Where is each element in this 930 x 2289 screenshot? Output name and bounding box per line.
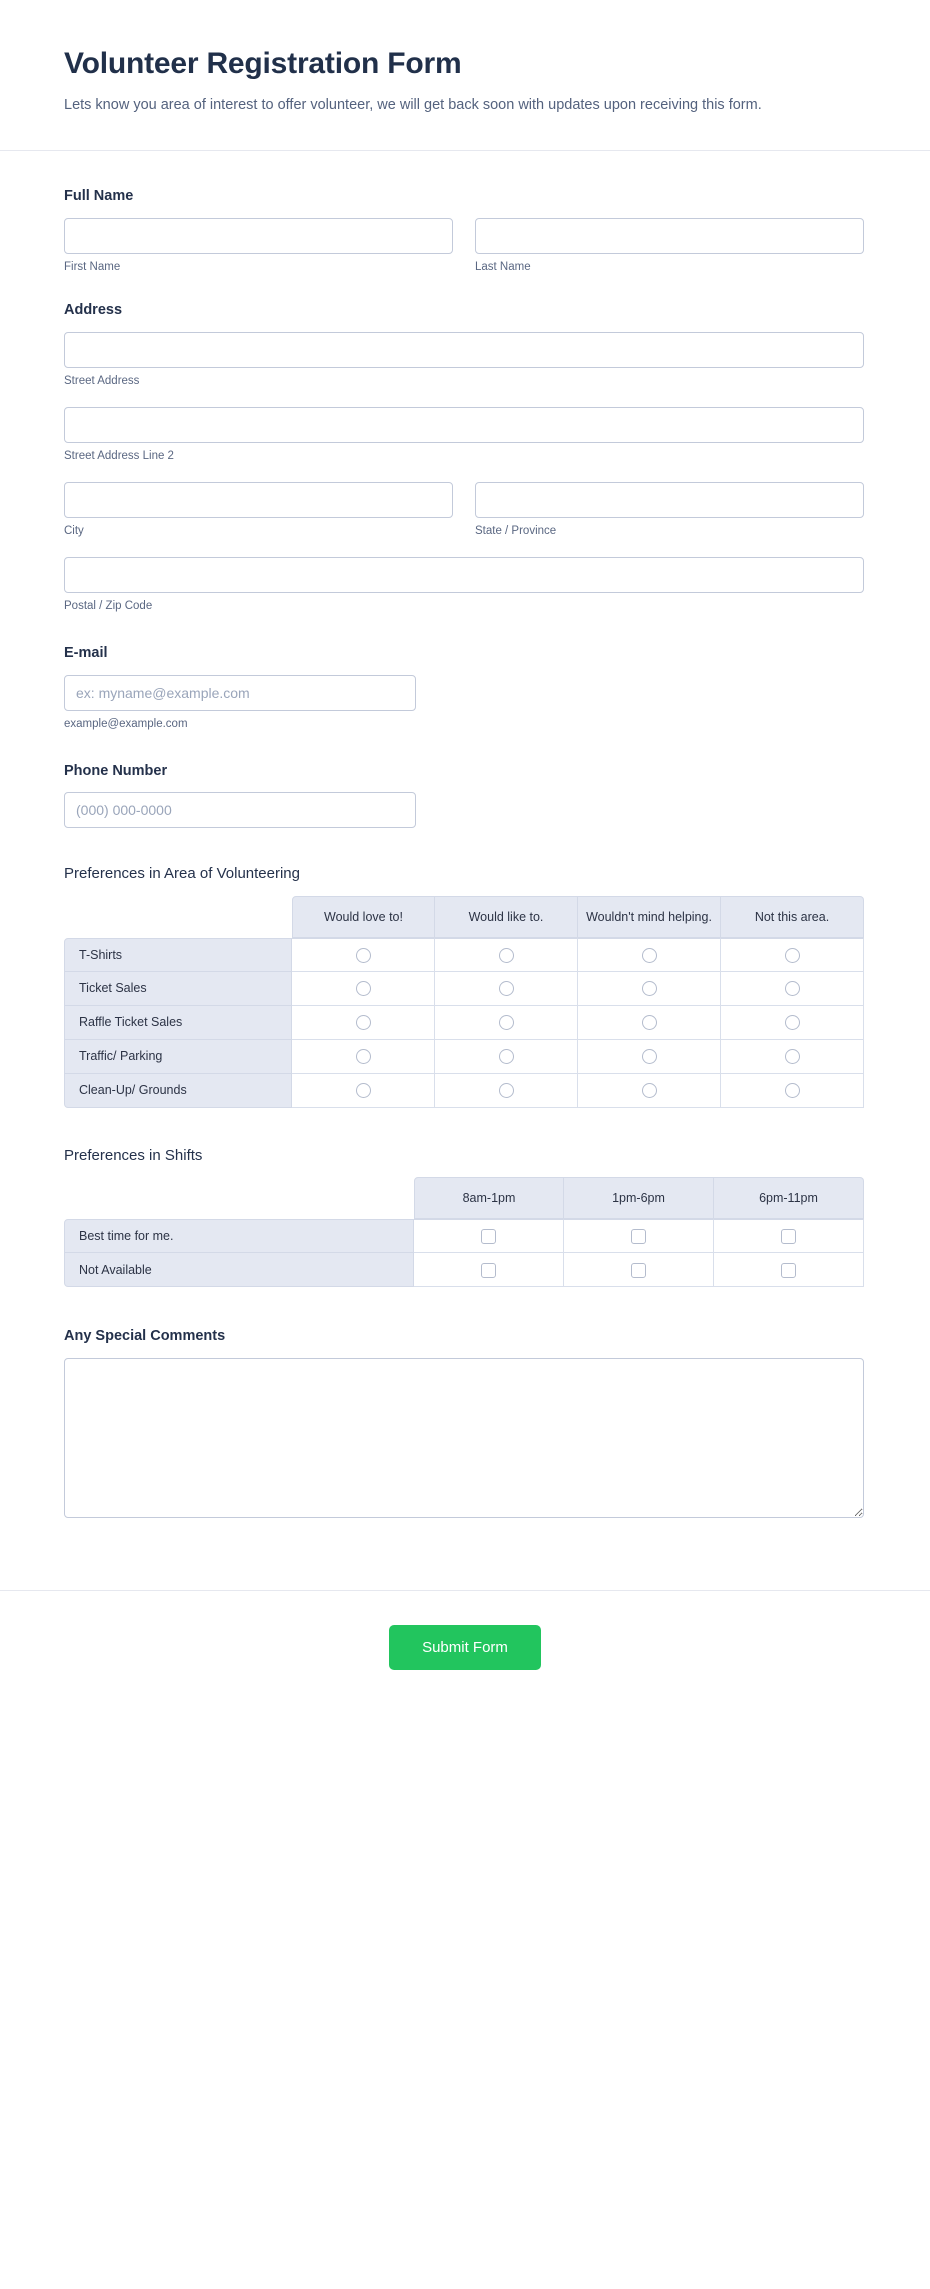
table-row — [64, 1006, 864, 1040]
comments-label: Any Special Comments — [64, 1328, 226, 1345]
matrix-column-header: 8am-1pm — [414, 1177, 564, 1219]
address-label: Address — [64, 302, 123, 319]
matrix-cell[interactable] — [721, 1006, 864, 1040]
shift-preferences-matrix — [64, 1177, 864, 1287]
last-name-group — [475, 218, 864, 275]
email-sublabel: example@example.com — [64, 717, 188, 730]
matrix-row-header: Traffic/ Parking — [64, 1040, 292, 1074]
matrix-cell[interactable] — [721, 938, 864, 972]
matrix-cell[interactable] — [714, 1219, 864, 1253]
matrix-row-header: Not Available — [64, 1253, 414, 1287]
city-sublabel: City — [64, 524, 84, 537]
street-address-2-input[interactable] — [64, 407, 864, 443]
matrix-cell[interactable] — [292, 972, 435, 1006]
state-group — [475, 482, 864, 539]
first-name-sublabel: First Name — [64, 261, 121, 274]
matrix-cell[interactable] — [578, 1040, 721, 1074]
radio-button[interactable] — [499, 981, 514, 996]
checkbox[interactable] — [631, 1229, 646, 1244]
field-address — [64, 301, 866, 614]
matrix-cell[interactable] — [292, 938, 435, 972]
matrix-cell[interactable] — [292, 1074, 435, 1108]
page-title: Volunteer Registration Form — [64, 47, 462, 80]
matrix-column-header: Would like to. — [435, 896, 578, 938]
matrix-cell[interactable] — [578, 972, 721, 1006]
radio-button[interactable] — [642, 1083, 657, 1098]
radio-button[interactable] — [785, 981, 800, 996]
matrix-column-header: Would love to! — [292, 896, 435, 938]
matrix-cell[interactable] — [414, 1253, 564, 1287]
table-row — [64, 1253, 864, 1287]
city-group — [64, 482, 453, 539]
street-address-group — [64, 332, 866, 389]
radio-button[interactable] — [642, 981, 657, 996]
matrix-cell[interactable] — [714, 1253, 864, 1287]
radio-button[interactable] — [785, 1015, 800, 1030]
state-province-sublabel: State / Province — [475, 524, 557, 537]
special-comments-textarea[interactable] — [64, 1358, 864, 1518]
full-name-label: Full Name — [64, 188, 134, 205]
matrix-cell[interactable] — [721, 972, 864, 1006]
matrix-cell[interactable] — [578, 1006, 721, 1040]
matrix-corner-cell — [64, 896, 292, 938]
matrix-cell[interactable] — [564, 1219, 714, 1253]
table-row — [64, 1219, 864, 1253]
city-input[interactable] — [64, 482, 453, 518]
field-shift-preferences — [64, 1146, 866, 1288]
radio-button[interactable] — [499, 1083, 514, 1098]
matrix-cell[interactable] — [414, 1219, 564, 1253]
postal-zip-input[interactable] — [64, 557, 864, 593]
matrix-row-header: Raffle Ticket Sales — [64, 1006, 292, 1040]
shift-matrix-head — [64, 1177, 864, 1219]
form-footer — [0, 1590, 930, 1716]
matrix-cell[interactable] — [435, 1006, 578, 1040]
field-phone — [64, 762, 866, 829]
checkbox[interactable] — [481, 1229, 496, 1244]
radio-button[interactable] — [499, 1015, 514, 1030]
matrix-column-header: 1pm-6pm — [564, 1177, 714, 1219]
state-province-input[interactable] — [475, 482, 864, 518]
matrix-cell[interactable] — [435, 938, 578, 972]
shift-matrix-body — [64, 1219, 864, 1287]
city-state-row — [64, 482, 866, 539]
radio-button[interactable] — [642, 1015, 657, 1030]
postal-zip-sublabel: Postal / Zip Code — [64, 599, 153, 612]
shift-matrix-header-row — [64, 1177, 864, 1219]
matrix-cell[interactable] — [435, 972, 578, 1006]
first-name-input[interactable] — [64, 218, 453, 254]
area-preferences-matrix — [64, 896, 864, 1108]
matrix-cell[interactable] — [721, 1040, 864, 1074]
table-row — [64, 972, 864, 1006]
table-row — [64, 938, 864, 972]
matrix-row-header: Ticket Sales — [64, 972, 292, 1006]
table-row — [64, 1040, 864, 1074]
matrix-cell[interactable] — [435, 1040, 578, 1074]
matrix-cell[interactable] — [578, 938, 721, 972]
matrix-cell[interactable] — [564, 1253, 714, 1287]
first-name-group — [64, 218, 453, 275]
matrix-column-header: Wouldn't mind helping. — [578, 896, 721, 938]
field-comments — [64, 1327, 866, 1518]
checkbox[interactable] — [781, 1229, 796, 1244]
submit-button[interactable]: Submit Form — [389, 1625, 541, 1670]
area-matrix-head — [64, 896, 864, 938]
email-label: E-mail — [64, 644, 108, 661]
table-row — [64, 1074, 864, 1108]
matrix-cell[interactable] — [578, 1074, 721, 1108]
radio-button[interactable] — [356, 948, 371, 963]
shift-matrix-label: Preferences in Shifts — [64, 1146, 203, 1164]
radio-button[interactable] — [785, 1083, 800, 1098]
form-body — [0, 151, 930, 1554]
matrix-row-header: Clean-Up/ Grounds — [64, 1074, 292, 1108]
matrix-row-header: T-Shirts — [64, 938, 292, 972]
matrix-cell[interactable] — [292, 1006, 435, 1040]
last-name-input[interactable] — [475, 218, 864, 254]
email-field[interactable] — [64, 675, 416, 711]
street-address-sublabel: Street Address — [64, 375, 140, 388]
radio-button[interactable] — [642, 1049, 657, 1064]
full-name-row — [64, 218, 866, 275]
street-address-2-sublabel: Street Address Line 2 — [64, 450, 174, 463]
street-address-input[interactable] — [64, 332, 864, 368]
matrix-row-header: Best time for me. — [64, 1219, 414, 1253]
field-area-preferences — [64, 864, 866, 1108]
field-email — [64, 644, 866, 732]
radio-button[interactable] — [356, 1015, 371, 1030]
radio-button[interactable] — [499, 1049, 514, 1064]
form-description: Lets know you area of interest to offer volunteer, we will get back soon with updates upon receiving this form. — [64, 97, 762, 113]
matrix-corner-cell — [64, 1177, 414, 1219]
shift-matrix-wrap — [64, 1177, 866, 1287]
matrix-cell[interactable] — [435, 1074, 578, 1108]
form-header — [0, 0, 930, 151]
phone-label: Phone Number — [64, 762, 168, 779]
area-matrix-body — [64, 938, 864, 1108]
checkbox[interactable] — [631, 1263, 646, 1278]
radio-button[interactable] — [356, 1049, 371, 1064]
last-name-sublabel: Last Name — [475, 261, 531, 274]
radio-button[interactable] — [642, 948, 657, 963]
matrix-column-header: 6pm-11pm — [714, 1177, 864, 1219]
phone-number-input[interactable] — [64, 792, 416, 828]
radio-button[interactable] — [785, 948, 800, 963]
field-full-name — [64, 187, 866, 275]
area-matrix-wrap — [64, 896, 866, 1108]
street-address-2-group — [64, 407, 866, 464]
radio-button[interactable] — [356, 981, 371, 996]
matrix-cell[interactable] — [292, 1040, 435, 1074]
radio-button[interactable] — [785, 1049, 800, 1064]
postal-code-group — [64, 557, 866, 614]
radio-button[interactable] — [356, 1083, 371, 1098]
area-matrix-label: Preferences in Area of Volunteering — [64, 865, 300, 883]
checkbox[interactable] — [481, 1263, 496, 1278]
matrix-column-header: Not this area. — [721, 896, 864, 938]
radio-button[interactable] — [499, 948, 514, 963]
matrix-cell[interactable] — [721, 1074, 864, 1108]
checkbox[interactable] — [781, 1263, 796, 1278]
area-matrix-header-row — [64, 896, 864, 938]
